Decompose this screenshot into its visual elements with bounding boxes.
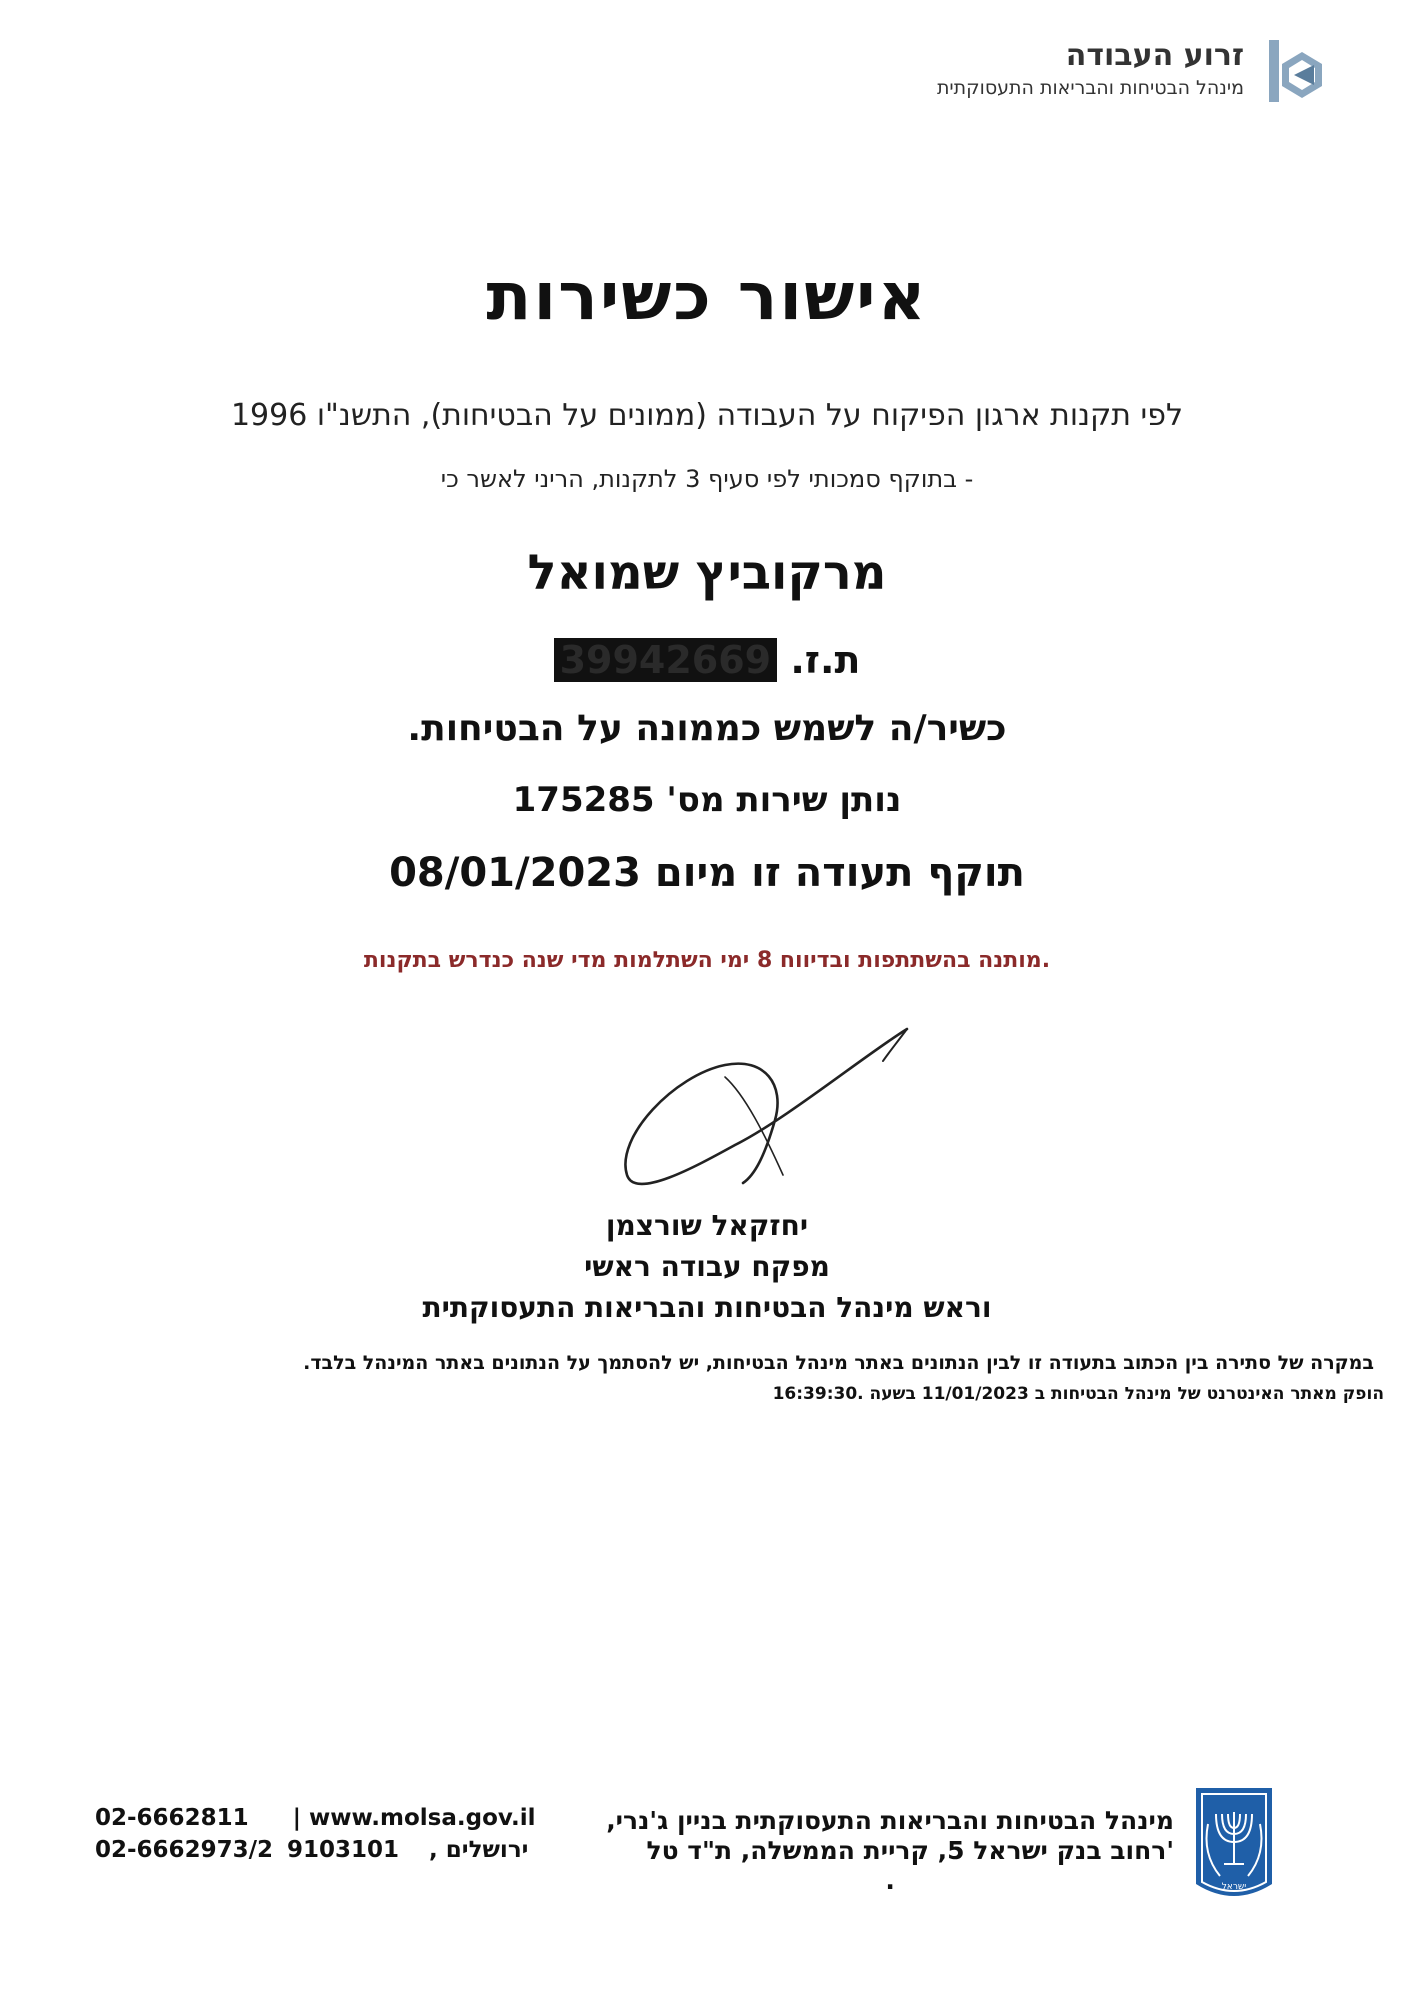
phone-primary: 02-6662811 [95,1805,249,1831]
id-label: ת.ז. [790,638,861,682]
validity-date: 08/01/2023 [389,850,641,896]
signer-block [0,1205,1414,1328]
postal-code: 9103101 [287,1837,400,1863]
issued-time-label: בשעה [869,1384,916,1404]
issued-time: 16:39:30. [772,1384,864,1404]
signature-icon [615,1025,925,1200]
phone-secondary: 02-6662973/2 [95,1837,273,1863]
address-line-1: מינהל הבטיחות והבריאות התעסוקתית בניין ג'נרי, [606,1806,1174,1835]
issued-date: 11/01/2023 [921,1384,1029,1404]
ministry-title: זרוע העבודה [1065,38,1244,73]
ministry-subtitle: מינהל הבטיחות והבריאות התעסוקתית [936,77,1244,99]
emblem-caption: ישראל [1221,1882,1247,1892]
eligibility-text: כשיר/ה לשמש כממונה על הבטיחות. [407,708,1007,749]
signer-role: מפקח עבודה ראשי [584,1250,830,1283]
service-provider-number: 175285 [512,780,655,820]
contradiction-note: במקרה של סתירה בין הכתוב בתעודה זו לבין הנתונים באתר מינהל הבטיחות, יש להסתמך על הנתונים באתר המינהל בלבד. [303,1352,1374,1374]
issued-prefix: הופק מאתר האינטרנט של מינהל הבטיחות ב [1034,1384,1384,1404]
service-provider-row [0,780,1414,820]
ministry-header [937,38,1244,99]
footer-address [606,1806,1174,1896]
state-emblem-icon [1192,1784,1276,1908]
validity-row [0,850,1414,896]
training-condition: .מותנה בהשתתפות ובדיווח 8 ימי השתלמות מדי שנה כנדרש בתקנות [363,948,1051,973]
authority-line: - בתוקף סמכותי לפי סעיף 3 לתקנות, הריני לאשר כי [440,465,974,493]
id-row [0,638,1414,682]
holder-name: מרקוביץ שמואל [527,545,887,601]
issued-note [773,1384,1384,1404]
ministry-logo-icon [1280,50,1324,100]
city: ירושלים , [429,1837,529,1863]
header-divider [1269,40,1279,102]
website-link[interactable]: | www.molsa.gov.il [292,1805,536,1831]
signer-role-secondary: וראש מינהל הבטיחות והבריאות התעסוקתית [422,1291,992,1324]
service-provider-label: נותן שירות מס' [666,780,902,820]
id-number-redacted: 39942669 [554,638,778,682]
address-line-3: . [885,1866,895,1895]
footer-contact [95,1802,536,1866]
validity-label: תוקף תעודה זו מיום [654,850,1025,896]
address-line-2: 'רחוב בנק ישראל 5, קריית הממשלה, ת"ד טל [646,1836,1174,1865]
regulation-line: לפי תקנות ארגון הפיקוח על העבודה (ממונים על הבטיחות), התשנ"ו 1996 [230,398,1184,433]
document-title: אישור כשירות [486,258,928,335]
signer-name: יחזקאל שורצמן [605,1209,809,1242]
